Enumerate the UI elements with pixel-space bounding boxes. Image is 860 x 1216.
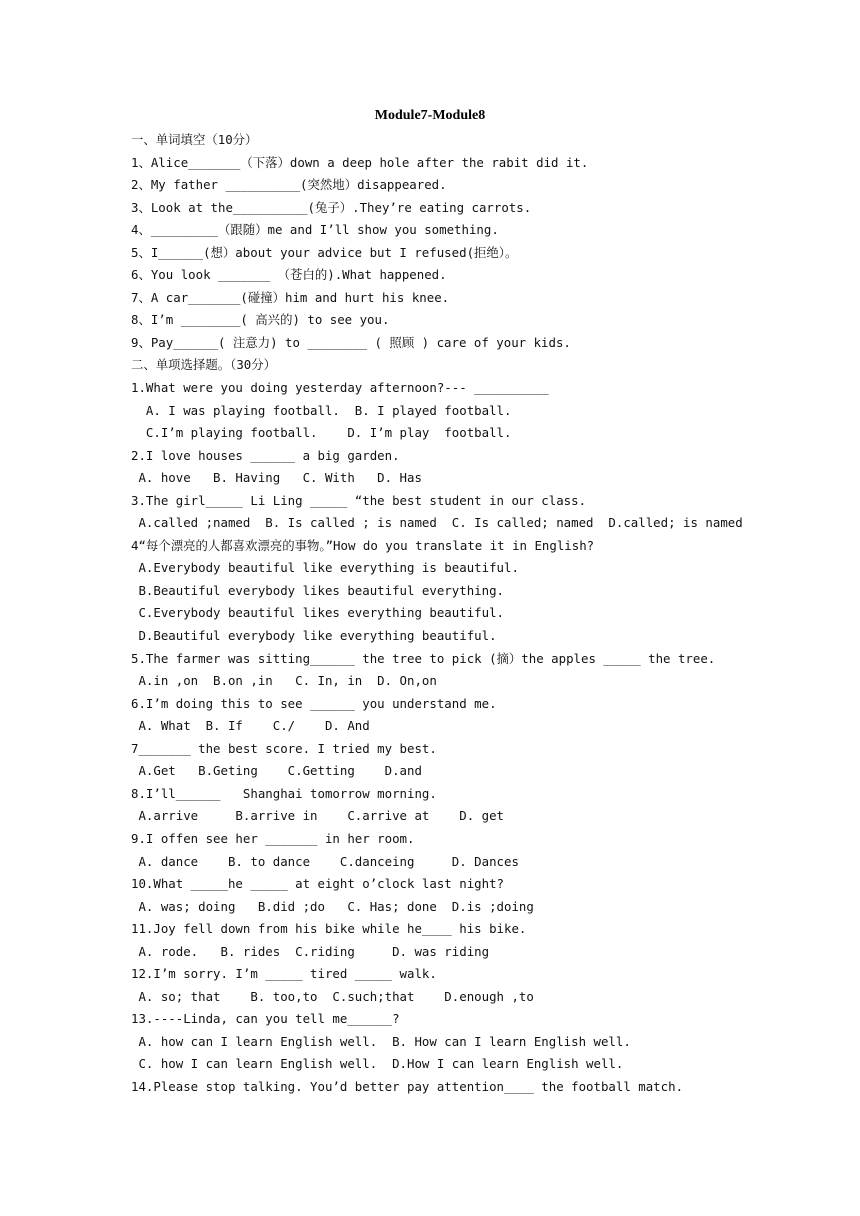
text-line: 1、Alice_______（下落）down a deep hole after the rabit did it. [131, 154, 589, 170]
text-line: 2、My father __________(突然地）disappeared. [131, 177, 447, 193]
text-line: A.Get B.Geting C.Getting D.and [131, 763, 422, 779]
text-line: A.called ;named B. Is called ; is named C. Is called; named D.called; is named [131, 515, 743, 531]
text-line: C.Everybody beautiful likes everything beautiful. [131, 605, 504, 621]
text-line: 一、单词填空（10分） [131, 132, 258, 147]
text-line: 8、I’m ________( 高兴的) to see you. [131, 312, 390, 328]
text-line: 13.----Linda, can you tell me______? [131, 1011, 400, 1027]
text-line: 8.I’ll______ Shanghai tomorrow morning. [131, 785, 437, 801]
text-line: 11.Joy fell down from his bike while he____ his bike. [131, 921, 527, 937]
text-line: 10.What _____he _____ at eight o’clock last night? [131, 876, 504, 892]
text-line: 二、单项选择题。（30分） [131, 357, 277, 373]
text-line: 7_______ the best score. I tried my best. [131, 740, 437, 756]
text-line: 4、_________（跟随）me and I’ll show you something. [131, 222, 499, 238]
text-line: 4“每个漂亮的人都喜欢漂亮的事物。”How do you translate it in English? [131, 537, 595, 553]
text-line: 3.The girl_____ Li Ling _____ “the best student in our class. [131, 492, 587, 508]
text-line: 6.I’m doing this to see ______ you understand me. [131, 695, 497, 711]
text-line: 12.I’m sorry. I’m _____ tired _____ walk. [131, 966, 437, 982]
text-line: A. I was playing football. B. I played football. [131, 402, 512, 418]
text-line: 1.What were you doing yesterday afternoon?--- __________ [131, 380, 549, 396]
text-line: 9、Pay______( 注意力) to ________ ( 照顾 ) care of your kids. [131, 334, 571, 350]
text-line: A. how can I learn English well. B. How can I learn English well. [131, 1033, 631, 1049]
text-line: A.in ,on B.on ,in C. In, in D. On,on [131, 673, 437, 689]
text-line: D.Beautiful everybody like everything beautiful. [131, 628, 497, 644]
text-line: 6、You look _______ （苍白的).What happened. [131, 267, 447, 283]
text-line: A. hove B. Having C. With D. Has [131, 470, 422, 486]
document-title: Module7-Module8 [374, 108, 486, 123]
text-line: A. so; that B. too,to C.such;that D.enough ,to [131, 988, 534, 1004]
exercise-lines [131, 129, 851, 1099]
text-line: A.Everybody beautiful like everything is beautiful. [131, 560, 519, 576]
text-line: A. dance B. to dance C.danceing D. Dances [131, 853, 519, 869]
text-line: A. rode. B. rides C.riding D. was riding [131, 943, 490, 959]
text-line: 7、A car_______(碰撞）him and hurt his knee. [131, 289, 450, 305]
text-line: C.I’m playing football. D. I’m play football. [131, 425, 512, 441]
text-line: C. how I can learn English well. D.How I can learn English well. [131, 1056, 624, 1072]
text-line: A.arrive B.arrive in C.arrive at D. get [131, 808, 504, 824]
text-line: 5、I______(想）about your advice but I refused(拒绝）。 [131, 244, 518, 260]
text-line: 9.I offen see her _______ in her room. [131, 830, 415, 846]
text-line: 5.The farmer was sitting______ the tree to pick (摘）the apples _____ the tree. [131, 650, 716, 666]
text-line: A. What B. If C./ D. And [131, 718, 370, 734]
text-line: 14.Please stop talking. You’d better pay attention____ the football match. [131, 1078, 684, 1094]
text-line: B.Beautiful everybody likes beautiful everything. [131, 582, 504, 598]
text-line: 2.I love houses ______ a big garden. [131, 447, 400, 463]
text-line: 3、Look at the__________(兔子）.They’re eating carrots. [131, 199, 532, 215]
text-line: A. was; doing B.did ;do C. Has; done D.is ;doing [131, 898, 534, 914]
